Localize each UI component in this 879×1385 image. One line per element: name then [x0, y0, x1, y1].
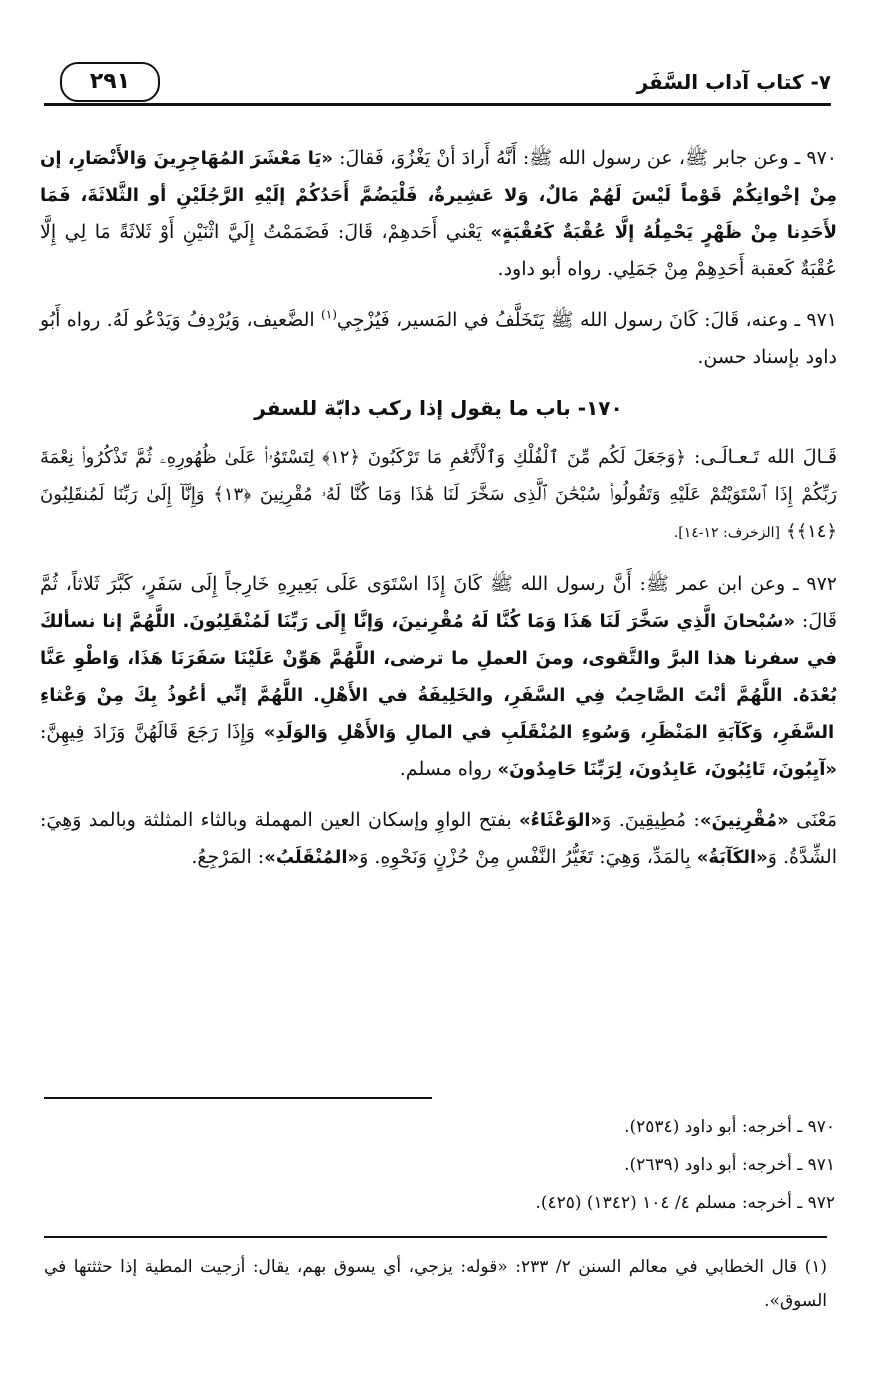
glossary-term: «الوَعْثَاءُ» [519, 810, 603, 831]
glossary-text: : مُطِيقِينَ. وَ [602, 809, 700, 831]
quran-intro: قَـالَ الله تَـعـالَـى: [685, 446, 838, 468]
hadith-970-quote: «يَا مَعْشَرَ المُهَاجِرِينَ وَالأَنْصَارِ، إن مِنْ إخْوانِكُمْ قَوْماً لَيْسَ لَهُمْ مَالٌ، وَلا عَشِيرةٌ، فَلْيَضُمَّ أَحَدُكُمْ إلَيْهِ الرَّجُلَيْنِ أو الثَّلاثَةَ، فَمَا لأَحَدِنا مِنْ ظَهْرٍ يَحْمِلُهُ إلَّا عُقْبَةٌ كَعُقْبَةٍ» [40, 148, 837, 243]
glossary [40, 802, 837, 876]
footnote: (١) قال الخطابي في معالم السنن ٢/ ٢٣٣: «قوله: يزجي، أي يسوق بهم، يقال: أزجيت المطية إذا حثثتها في السوق». [44, 1257, 827, 1311]
source-item: ٩٧١ ـ أخرجه: أبو داود (٢٦٣٩). [624, 1155, 835, 1175]
hadith-972-middle: وَإِذَا رَجَعَ قَالَهُنَّ وَزَادَ فِيهِنَّ: [40, 721, 255, 743]
header-rule [44, 103, 831, 106]
hadith-970 [40, 140, 837, 288]
hadith-971 [40, 302, 837, 376]
hadith-972 [40, 566, 837, 788]
chapter-heading: ١٧٠- باب ما يقول إذا ركب دابّة للسفر [254, 396, 623, 420]
sources-divider [44, 1097, 432, 1099]
chapter-title: ٧- كتاب آداب السَّفَر [636, 70, 831, 94]
hadith-972-quote1: «سُبْحانَ الَّذِي سَخَّرَ لَنَا هَذَا وَمَا كُنَّا لَهُ مُقْرِنينَ، وَإنَّا إِلَى رَبِّنَا لَمُنْقَلِبُونَ. اللَّهُمَّ إنا نسألكَ في سفرنا هذا البرَّ والتَّقوى، ومنَ العملِ ما ترضى، اللَّهُمَّ هَوِّنْ عَلَيْنَا سَفَرَنَا هَذَا، وَاطْوِ عَنَّا بُعْدَهُ. اللَّهُمَّ أنْتَ الصَّاحِبُ فِي السَّفَرِ، والخَلِيفَةُ في الأَهْلِ. اللَّهُمَّ إنِّي أعُوذُ بِكَ مِنْ وَعْثاءِ السَّفَرِ، وَكَآبَةِ المَنْظَرِ، وَسُوءِ المُنْقَلَبِ في المالِ وَالأَهْلِ وَالوَلَدِ» [40, 611, 837, 743]
sources-list [275, 1108, 835, 1222]
quran-verse: ﴿وَجَعَلَ لَكُم مِّنَ ٱلْفُلْكِ وَٱلْأَنْعَٰمِ مَا تَرْكَبُونَ ﴿١٢﴾ لِتَسْتَوُۥا۟ عَلَىٰ ظُهُورِهِۦ ثُمَّ تَذْكُرُوا۟ نِعْمَةَ رَبِّكُمْ إِذَا ٱسْتَوَيْتُمْ عَلَيْهِ وَتَقُولُوا۟ سُبْحَٰنَ ٱلَّذِى سَخَّرَ لَنَا هَٰذَا وَمَا كُنَّا لَهُۥ مُقْرِنِينَ ﴿١٣﴾ وَإِنَّآ إِلَىٰ رَبِّنَا لَمُنقَلِبُونَ ﴿١٤﴾﴾ [40, 447, 837, 542]
hadith-970-intro: ٩٧٠ ـ وعن جابر ﷺ، عن رسول الله ﷺ: أَنَّهُ أَرادَ أنْ يَغْزُوَ، فَقالَ: [339, 147, 837, 169]
glossary-text: : المَرْجِعُ. [191, 846, 265, 868]
page-header [44, 62, 831, 106]
glossary-term: «الكَآبَةُ» [696, 847, 768, 868]
hadith-972-quote2: «آيِبُونَ، تَائِبُونَ، عَابِدُونَ، لِرَبِّنَا حَامِدُونَ» [497, 759, 837, 780]
page-number: ٢٩١ [60, 62, 160, 102]
hadith-971-part2: الضَّعيف، وَيُرْدِفُ وَيَدْعُو لَهُ. رواه أَبُو داود بإسناد حسن. [40, 309, 837, 368]
glossary-text: بفتح الواوِ وإسكان العين المهملة وبالثاء المثلثة وبالمد وَهِيَ: الشِّدَّةُ. وَ [40, 809, 837, 868]
hadith-972-intro: ٩٧٢ ـ وعن ابن عمر ﷺ: أَنَّ رسول الله ﷺ كَانَ إِذَا اسْتَوَى عَلَى بَعِيرِهِ خَارِجاً إِلَى سَفَرٍ، كَبَّرَ ثَلاثاً، ثُمَّ قَالَ: [40, 573, 837, 632]
hadith-971-part1: ٩٧١ ـ وعنه، قَالَ: كَانَ رسول الله ﷺ يَتَخَلَّفُ في المَسير، فَيُزْجِي [336, 309, 837, 331]
hadith-970-rest: يَعْني أَحَدهِمْ، قَالَ: فَضَمَمْتُ إِلَيَّ اثْنَيْنِ أَوْ ثَلاثَةً مَا لِي إِلَّا عُقْبَةٌ كَعقبة أَحَدِهِمْ مِنْ جَمَلِي. رواه أبو داود. [40, 221, 837, 280]
source-item: ٩٧٢ ـ أخرجه: مسلم ٤/ ١٠٤ (١٣٤٢) (٤٢٥). [535, 1193, 835, 1213]
quran-passage [40, 439, 837, 552]
main-text [40, 140, 837, 890]
source-item: ٩٧٠ ـ أخرجه: أبو داود (٢٥٣٤). [624, 1117, 835, 1137]
quran-citation: [الزخرف: ١٢-١٤]. [673, 525, 780, 541]
footnote-divider [44, 1236, 827, 1238]
footnote-marker[interactable]: (١) [321, 307, 337, 322]
glossary-text: بِالمَدِّ، وَهِيَ: تَغَيُّرُ النَّفْسِ مِنْ حُزْنٍ وَنَحْوِهِ. وَ [359, 846, 697, 868]
glossary-text: مَعْنَى [788, 809, 838, 831]
hadith-972-end: رواه مسلم. [399, 758, 492, 780]
glossary-term: «المُنْقَلَبُ» [264, 847, 360, 868]
glossary-term: «مُقْرِنِينَ» [699, 810, 789, 831]
